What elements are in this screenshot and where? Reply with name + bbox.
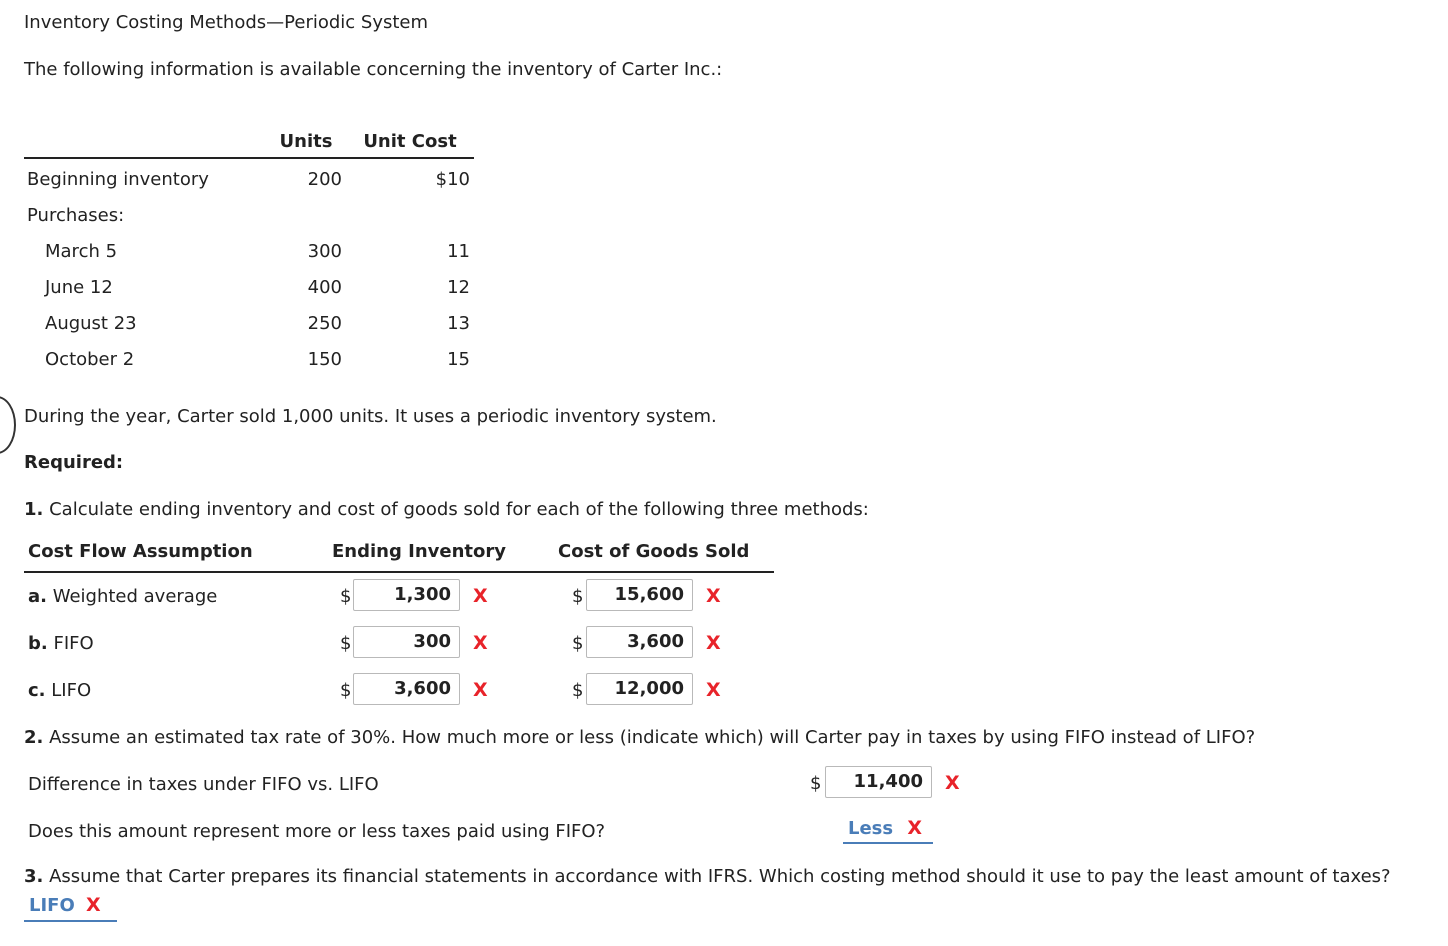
col-header-unit-cost: Unit Cost — [363, 131, 457, 152]
left-edge-decoration — [0, 396, 16, 454]
row-units: 200 — [307, 169, 342, 190]
row-units: 400 — [307, 277, 342, 298]
method-letter: b. — [28, 633, 48, 654]
row-unit-cost: 15 — [447, 349, 470, 370]
q3-method-select[interactable] — [24, 894, 117, 922]
col-header-cogs: Cost of Goods Sold — [558, 541, 750, 562]
row-unit-cost: $10 — [435, 169, 470, 190]
row-label: March 5 — [45, 241, 118, 262]
row-unit-cost: 11 — [447, 241, 470, 262]
method-letter: a. — [28, 586, 47, 607]
q1-header-rule — [24, 571, 774, 573]
cogs-input[interactable]: 3,600 — [586, 626, 693, 658]
page-title: Inventory Costing Methods—Periodic System — [24, 12, 429, 33]
intro-text: The following information is available concerning the inventory of Carter Inc.: — [24, 59, 723, 80]
currency-symbol: $ — [340, 633, 352, 654]
method-name: LIFO — [51, 680, 92, 701]
currency-symbol: $ — [340, 680, 352, 701]
q1-text: Calculate ending inventory and cost of goods sold for each of the following three methods: — [49, 499, 869, 520]
method-name: Weighted average — [52, 586, 218, 607]
row-units: 150 — [307, 349, 342, 370]
ending-inventory-input[interactable]: 1,300 — [353, 579, 460, 611]
incorrect-x-icon: X — [473, 632, 488, 654]
method-name: FIFO — [53, 633, 94, 654]
cogs-input[interactable]: 15,600 — [586, 579, 693, 611]
row-label: August 23 — [45, 313, 137, 334]
incorrect-x-icon: X — [706, 585, 721, 607]
q3-prompt — [24, 866, 1391, 887]
method-letter: c. — [28, 680, 46, 701]
sold-text: During the year, Carter sold 1,000 units. It uses a periodic inventory system. — [24, 406, 717, 427]
more-less-question: Does this amount represent more or less taxes paid using FIFO? — [28, 821, 606, 842]
row-label: June 12 — [45, 277, 113, 298]
incorrect-x-icon: X — [907, 817, 923, 839]
row-label: Beginning inventory — [27, 169, 209, 190]
required-label: Required: — [24, 452, 124, 473]
col-header-ending-inventory: Ending Inventory — [332, 541, 506, 562]
q2-prompt — [24, 727, 1255, 748]
method-label — [28, 633, 94, 654]
cogs-input[interactable]: 12,000 — [586, 673, 693, 705]
q2-number: 2. — [24, 727, 44, 748]
currency-symbol: $ — [572, 680, 584, 701]
row-label: October 2 — [45, 349, 135, 370]
tax-difference-label: Difference in taxes under FIFO vs. LIFO — [28, 774, 379, 795]
col-header-cost-flow: Cost Flow Assumption — [28, 541, 253, 562]
table-header-rule — [24, 157, 474, 159]
ending-inventory-input[interactable]: 300 — [353, 626, 460, 658]
row-unit-cost: 12 — [447, 277, 470, 298]
incorrect-x-icon: X — [86, 894, 101, 916]
row-unit-cost: 13 — [447, 313, 470, 334]
currency-symbol: $ — [810, 773, 822, 794]
row-units: 250 — [307, 313, 342, 334]
row-label: Purchases: — [27, 205, 125, 226]
q3-text: Assume that Carter prepares its financial statements in accordance with IFRS. Which costing method should it use to pay the least amount of taxes? — [49, 866, 1391, 887]
incorrect-x-icon: X — [706, 679, 721, 701]
method-label — [28, 680, 91, 701]
tax-difference-input[interactable]: 11,400 — [825, 766, 932, 798]
incorrect-x-icon: X — [706, 632, 721, 654]
q2-text: Assume an estimated tax rate of 30%. How much more or less (indicate which) will Carter pay in taxes by using FIFO instead of LIFO? — [49, 727, 1256, 748]
q3-answer-value: LIFO — [29, 895, 75, 916]
q1-number: 1. — [24, 499, 44, 520]
currency-symbol: $ — [572, 586, 584, 607]
ending-inventory-input[interactable]: 3,600 — [353, 673, 460, 705]
q3-number: 3. — [24, 866, 44, 887]
currency-symbol: $ — [340, 586, 352, 607]
currency-symbol: $ — [572, 633, 584, 654]
more-less-value: Less — [848, 818, 894, 839]
q1-prompt — [24, 499, 869, 520]
incorrect-x-icon: X — [473, 585, 488, 607]
more-less-select[interactable] — [843, 817, 933, 844]
incorrect-x-icon: X — [473, 679, 488, 701]
incorrect-x-icon: X — [945, 772, 960, 794]
col-header-units: Units — [279, 131, 333, 152]
method-label — [28, 586, 217, 607]
row-units: 300 — [307, 241, 342, 262]
